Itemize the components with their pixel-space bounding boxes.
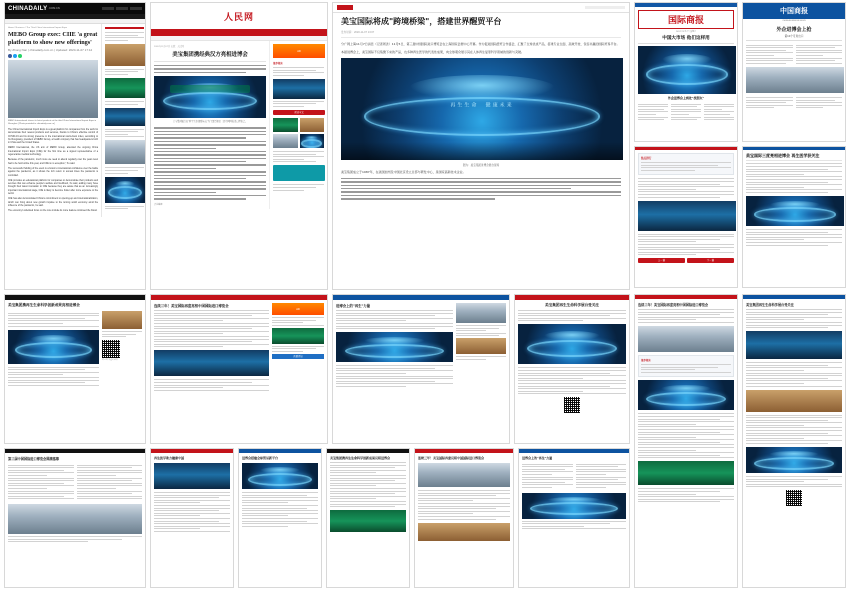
byline: By Zhong Nan | chinadaily.com.cn | Updated: 2020-11-07 17:12 [8,48,93,52]
article-body [8,313,99,327]
site-logo: CHINADAILY [8,5,48,12]
sidebar-text [105,101,144,105]
photo-overlay-text: 再生生命 健康未来 [450,102,514,109]
photo-caption: 图为：美宝集团进博会展台现场 [462,164,500,168]
article-body [638,488,734,502]
comment-button[interactable]: 我要评论 [272,354,324,359]
paper-date: 2020年11月7日 星期六 [675,31,697,33]
sidebar-text [456,325,506,336]
qr-caption: 扫一扫 关注公众号 [102,359,118,362]
article-paragraph: 美宝集团成立于1987年，在美国加州及中国北京设立总部与研发中心，是国家高新技术企业。 [341,170,466,175]
clip-title: 进博会搭建全球贸易新平台 [242,456,279,460]
article-photo [638,380,734,410]
clip-row3-c [238,448,322,588]
sidebar-thumb[interactable] [273,79,325,99]
clip-title: 连续三年！美宝国际再度亮相中国国际进口博览会 [638,303,709,307]
clip-row3-d [326,448,410,588]
qr-code [786,490,802,506]
clip-row3-b [150,448,234,588]
clip-cnr-article [332,2,630,290]
article-photo [522,493,626,519]
nav-item[interactable] [102,7,114,10]
page-title: 美宝国际将成"跨境桥梁"，搭建世界醒贸平台 [341,17,502,26]
sidebar-text [273,101,324,107]
article-paragraph: 本届进博会上，美宝国际不仅集聚下来的产品，也多种再生医学的代表性成果，向全球观众展示其在人体再生复原科学领域的创新与突破。 [341,49,525,54]
article-photo [418,463,510,487]
article-body [522,464,573,488]
article-photo [746,331,842,359]
article-body [746,309,842,328]
article-paragraph: The economy's sidelined focus on the core include its more feature continued the blood. [8,210,98,213]
sidebar-banner[interactable] [273,165,325,181]
sidebar-text [105,206,144,210]
sidebar-title: 推荐阅读 [273,62,283,65]
paper-column [746,43,793,65]
sidebar-text [273,151,324,162]
breadcrumb[interactable]: 2020年11月07日 来源：人民网 [154,46,184,48]
article-paragraph: CIIE provides an educational platform for companies to demonstrate their products and services that can enhance people's welfare and livelihood, Xu said, adding many have brought their latest innovation to CIIE because they are aware that as an increasingly important international stage, CIIE is likely to become hotter after more exposure to the world. [8,179,98,196]
article-paragraph: 分广网上海11月7日消息（记者周洪）11月5日，第三届中国国际进口博览会在上海国家会展中心开幕。作为促进国际经贸合作盛会，汇聚了全球优质产品，搭建专业全面、高效开放、包容共赢的国际贸易平台。 [341,42,620,46]
sidebar-thumb[interactable] [105,78,145,98]
read-more-button[interactable]: 阅读全文 [273,110,325,115]
sidebar-thumb[interactable] [102,311,142,329]
article-photo [638,201,736,231]
article-paragraph: CIIE has also demonstrated China's commitment to opening-up and internationalization, which can bring about new growth impulse to the turning world economy amid the influence of the pandemic, he said. [8,198,98,207]
article-body [638,178,734,197]
clip-china-business-news [742,2,846,142]
sidebar-text [272,317,324,326]
clip-right-column-lower [634,294,738,588]
sidebar-text [272,346,324,352]
sidebar-text [273,67,324,76]
article-footer: 责任编辑： [154,203,165,206]
article-body [746,362,842,386]
ad-banner[interactable]: AD [273,44,325,58]
article-photo [638,326,734,352]
clip-title: 进博会上的"再生"力量 [336,304,371,308]
prev-button[interactable]: 上一篇 [638,258,685,263]
nav-item[interactable] [116,7,128,10]
clip-title: 美宝集团再生生命科学展台受关注 [746,303,794,307]
nav-item[interactable] [130,7,142,10]
qr-code [564,397,580,413]
sidebar-thumb[interactable] [300,118,325,132]
paper-column [671,102,701,122]
sidebar-thumb[interactable] [273,134,298,148]
sidebar-thumb[interactable] [300,134,325,148]
article-paragraph: The successful holding of the event is a boost to international confidence over the battle against the pandemic, as it shows the rich return in annual times the pandemic is controlled. [8,167,98,177]
masthead-english: CHINA BUSINESS NEWS [782,20,806,22]
clip-paper-right-1 [634,146,738,288]
article-body [242,492,318,527]
article-paragraph: Because of the pandemic, much more we need to attend regularly over the years level had to be held online this year, and CIIE is no exception," Xu said. [8,159,98,165]
paper-subhead: 外企进博会上到处"找朋友" [667,96,705,100]
clip-title: 美宝集团携再生生命科学创新成果亮相进博会 [330,456,391,460]
qr-code [102,340,120,358]
page-title: MEBO Group exec: CIIE 'a great platform to show new offerings' [8,31,98,46]
clip-row2-c [332,294,510,444]
article-meta: 发布时间：2020-11-07 13:07 [341,31,375,34]
sidebar-text [105,69,144,75]
masthead-title: 国际商报 [638,10,734,29]
china-daily-masthead [5,3,145,14]
article-body [154,379,269,390]
sidebar-thumb[interactable] [273,118,298,132]
article-photo [746,447,842,473]
nav-bar[interactable] [585,6,625,9]
photo-caption: MEBO International shows its latest products at the third China International Import Expo in Shanghai. [Photo provided to chinadaily.com.cn] [8,120,97,125]
clip-title: 再生医学助力健康中国 [154,456,185,460]
masthead-title: 中国商报 [780,7,808,15]
sidebar-thumb[interactable] [272,328,324,344]
article-photo [341,58,623,160]
article-paragraph: The China International Import Expo is a great platform for companies from the world to demonstrate their newest products and services, thanks to China's effective control of COVID-19 and its strong presence in the international stock-down index, according to Xu Rongxiang, president of MEBO Group, a health company that has headquarters both in China and the United States. [8,129,98,145]
article-body [746,163,842,193]
article-body [638,413,734,458]
paper-column [796,43,843,65]
clip-row2-d [514,294,630,444]
paper-column [796,95,843,110]
clip-guoji-shangbao [634,2,738,142]
paper-headline: 外企进博会上抢 [776,27,812,33]
sidebar-thumb[interactable] [456,303,506,323]
share-twitter-icon[interactable] [13,54,17,58]
article-body [746,229,842,246]
sidebar-thumb[interactable] [105,44,145,66]
clip-far-right-column-lower [742,294,846,588]
clip-title: 美宝集团再生生命科学展台受关注 [545,303,599,307]
sidebar-text [102,331,142,337]
clip-paper-right-2 [742,146,846,288]
article-body [341,178,621,200]
article-body [154,65,266,73]
paper-photo [746,67,844,93]
page-title: 美宝集团携经典汉方亮相进博会 [172,52,248,58]
clip-row3-f [518,448,630,588]
clip-row3-a [4,448,146,588]
article-body [336,310,453,329]
breadcrumb[interactable]: Home / Business / The Third China International Import Expo [8,27,68,29]
sidebar-text [641,162,731,171]
sidebar-text [105,129,144,138]
article-body [746,415,842,445]
article-photo [154,350,269,376]
sidebar-thumb[interactable] [105,108,145,126]
article-paragraph: MEBO International, the US arm of MEBO Group, attended the ongoing China International Import Expo (CIIE) for the first time as a signed representative of a regenerative medical technology. [8,147,98,157]
clip-title: 连续三年！美宝国际再度亮相中国国际进口博览会 [418,456,485,460]
article-body [8,465,74,500]
article-body [8,367,99,386]
article-body [154,310,269,347]
paper-photo [638,46,736,94]
article-photo [8,330,99,364]
paper-column [746,95,793,110]
sidebar-title: 热点排行 [641,157,652,160]
article-photo [336,332,453,362]
next-button[interactable]: 下一篇 [687,258,734,263]
clip-china-daily [4,2,146,290]
masthead-title: 人民网 [223,12,254,23]
article-body [330,462,406,507]
clip-title: 连续三年！美宝国际再度亮相中国国际进口博览会 [154,304,229,308]
article-body [154,492,230,532]
peoples-daily-masthead [151,3,327,31]
sidebar-text [105,32,144,41]
sidebar-text [273,184,324,190]
clip-title: 第三届中国国际进口博览会圆满落幕 [8,457,59,461]
article-body [8,536,142,542]
paper-subhead: 第10个月进出口 [784,35,804,38]
share-facebook-icon[interactable] [8,54,12,58]
paper-masthead [743,3,845,19]
article-photo [518,324,626,364]
article-photo [154,463,230,489]
clip-row3-e [414,448,514,588]
clip-title: 美宝集团携再生生命科学创新成果亮相进博会 [8,303,80,307]
article-photo [242,463,318,489]
paper-headline: 中国大市场 他们这样用 [662,36,710,41]
clip-row2-a [4,294,146,444]
paper-column [638,102,668,122]
sidebar [269,41,327,209]
article-body [518,310,626,321]
sidebar [101,24,146,217]
article-body [418,490,510,520]
article-body [336,365,453,387]
sidebar-thumb[interactable] [105,177,145,203]
paper-headline: 美宝国际三度亮相进博会 再生医学获关注 [746,153,820,158]
clip-peoples-daily [150,2,328,290]
sidebar-thumb[interactable] [105,140,145,164]
photo-caption: 美宝集团展台以"再生生命 健康未来"为主题亮相第三届中国国际进口博览会。 [172,121,248,124]
article-body [154,127,266,200]
article-body [522,521,626,530]
sidebar-text [456,356,506,360]
article-photo [746,196,844,226]
article-photo [8,60,98,118]
sidebar-title: 推荐阅读 [641,358,651,362]
sidebar-thumb[interactable] [456,338,506,354]
article-body [77,465,143,500]
share-wechat-icon[interactable] [18,54,22,58]
clip-row2-b [150,294,328,444]
sidebar-text [105,167,144,173]
article-body [638,234,734,256]
article-photo [8,504,142,534]
ad-banner[interactable]: AD [272,303,324,315]
clip-title: 进博会上的"再生"力量 [522,456,553,460]
paper-column [704,102,734,122]
article-photo [154,76,266,118]
article-body [746,476,842,487]
article-body [576,464,627,488]
article-body [518,367,626,394]
article-body [638,309,734,323]
article-photo [746,390,842,412]
site-logo[interactable] [337,5,353,10]
article-photo [418,523,510,541]
site-header [333,3,629,13]
article-photo [638,461,734,485]
sidebar-text [641,364,731,373]
article-photo [330,510,406,532]
site-logo-suffix: .COM.CN [48,7,60,10]
